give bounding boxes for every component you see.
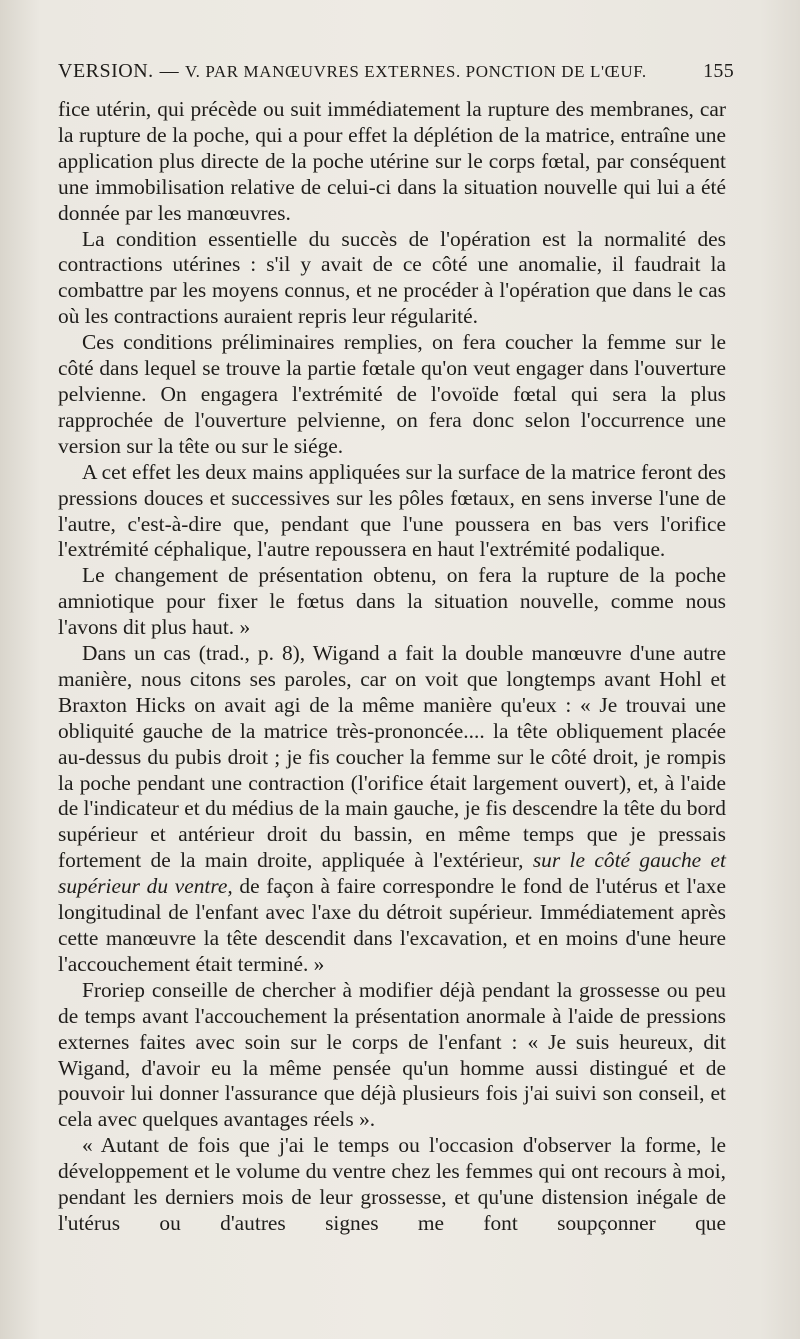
paragraph-continuation: fice utérin, qui précède ou suit immédiatement la rupture des membranes, car la rupture de la poche, qui a pour effet la déplétion de la matrice, entraîne une application plus directe de la poche utérine sur le corps fœtal, par conséquent une immobilisation relative de celui-ci dans la situation nouvelle qui lui a été donnée par les manœuvres. [58, 97, 726, 225]
paragraph: La condition essentielle du succès de l'opération est la normalité des contractions utérines : s'il y avait de ce côté une anomalie, il faudrait la combattre par les moyens connus, et ne procéder à l'opération que dans le cas où les contractions auraient repris leur régularité. [58, 226, 726, 329]
body-text [58, 97, 726, 1237]
wigand-italic-phrase: sur le côté gauche et supérieur du ventre, [58, 848, 726, 899]
wigand-text-after: de façon à faire correspondre le fond de l'utérus et l'axe longitudinal de l'enfant avec l'axe du détroit supérieur. Immédiatement après cette manœuvre la tête descendit dans l'excavation, et en moins d'une heure l'accouchement était terminé. » [58, 874, 726, 976]
paragraph: Froriep conseille de chercher à modifier déjà pendant la grossesse ou peu de temps avant l'accouchement la présentation anormale à l'aide de pressions externes faites avec soin sur le corps de l'enfant : « Je suis heureux, dit Wigand, d'avoir eu la même pensée qu'un homme aussi distingué et de pouvoir lui donner l'assurance que déjà plusieurs fois j'ai suivi son conseil, et cela avec quelques avantages réels ». [58, 977, 726, 1132]
running-title: VERSION. [58, 60, 154, 82]
paragraph-continues-next-page: « Autant de fois que j'ai le temps ou l'occasion d'observer la forme, le développement et le volume du ventre chez les femmes qui ont recours à moi, pendant les derniers mois de leur grossesse, et qu'une distension inégale de l'utérus ou d'autres signes me font soupçonner que [58, 1133, 726, 1235]
page-number: 155 [703, 60, 734, 82]
paragraph-wigand-case [58, 641, 726, 978]
wigand-text-before: Dans un cas (trad., p. 8), Wigand a fait la double manœuvre d'une autre manière, nous citons ses paroles, car on voit que longtemps avant Hohl et Braxton Hicks on avait agi de la même manière qu'eux : « Je trouvai une obliquité gauche de la matrice très-prononcée.... la tête obliquement placée au-dessus du pubis droit ; je fis coucher la femme sur le côté droit, je rompis la poche pendant une contraction (l'orifice était largement ouvert), et, à l'aide de l'indicateur et du médius de la main gauche, je fis descendre la tête du bord supérieur et antérieur droit du bassin, en même temps que je pressais fortement de la main droite, appliquée à l'extérieur, [58, 641, 726, 873]
paragraph: A cet effet les deux mains appliquées sur la surface de la matrice feront des pressions douces et successives sur les pôles fœtaux, en sens inverse l'une de l'autre, c'est-à-dire que, pendant que l'une poussera en bas vers l'orifice l'extrémité céphalique, l'autre repoussera en haut l'extrémité podalique. [58, 459, 726, 562]
running-header [58, 60, 734, 90]
paragraph: Le changement de présentation obtenu, on fera la rupture de la poche amniotique pour fixer le fœtus dans la situation nouvelle, comme nous l'avons dit plus haut. » [58, 563, 726, 640]
running-subtitle: V. PAR MANŒUVRES EXTERNES. PONCTION DE L'ŒUF. [184, 62, 647, 81]
header-dash: — [159, 61, 179, 82]
paragraph: Ces conditions préliminaires remplies, on fera coucher la femme sur le côté dans lequel se trouve la partie fœtale qu'on veut engager dans l'ouverture pelvienne. On engagera l'extrémité de l'ovoïde fœtal qui sera la plus rapprochée de l'ouverture pelvienne, on fera donc selon l'occurrence une version sur la tête ou sur le siége. [58, 330, 726, 458]
running-header-left [58, 60, 647, 83]
